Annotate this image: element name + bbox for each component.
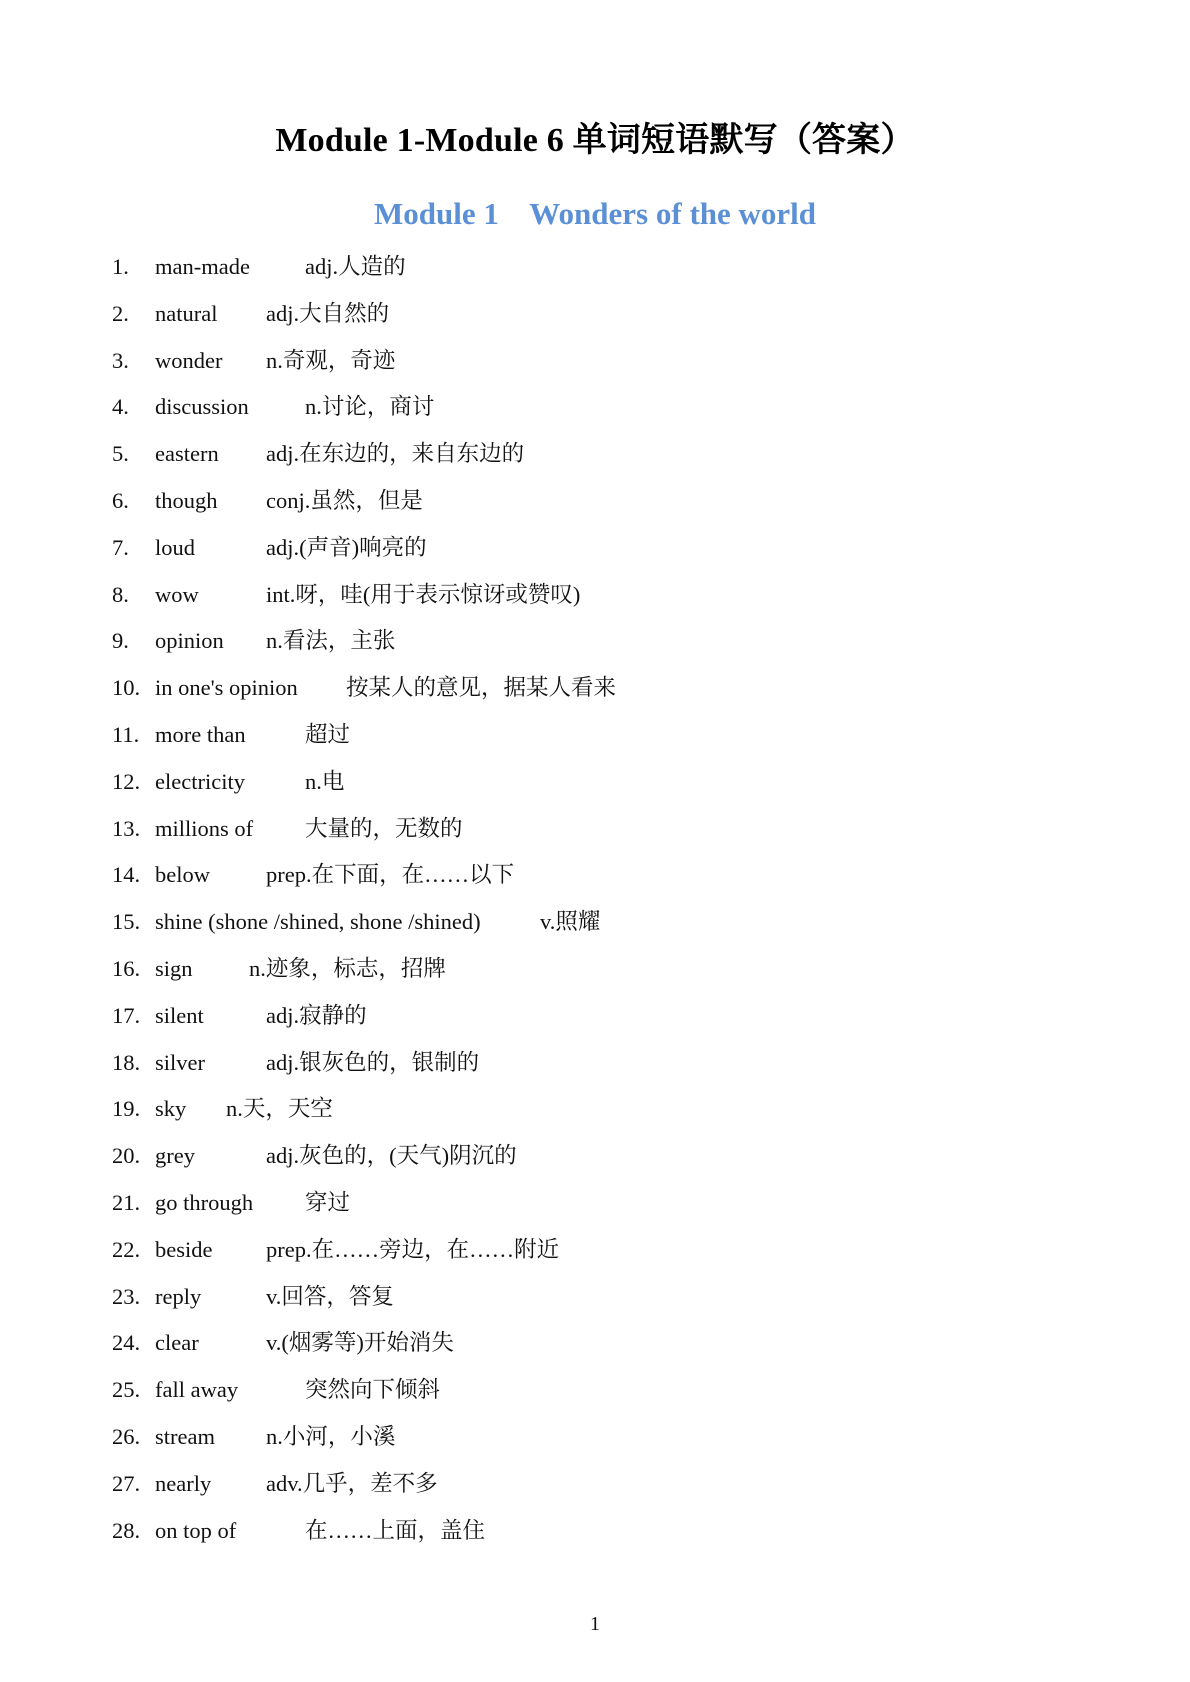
item-number: 19. <box>112 1096 141 1122</box>
item-meaning: v.照耀 <box>540 909 601 935</box>
item-meaning: adv.几乎，差不多 <box>266 1470 438 1496</box>
vocab-item <box>112 1280 481 1327</box>
item-meaning: 在……上面，盖住 <box>305 1517 486 1543</box>
item-meaning: adj.银灰色的，银制的 <box>266 1049 480 1075</box>
item-number: 22. <box>112 1236 141 1262</box>
item-number: 5. <box>112 441 129 467</box>
vocab-item <box>112 765 481 812</box>
item-number: 4. <box>112 394 129 420</box>
item-number: 14. <box>112 862 141 888</box>
item-number: 28. <box>112 1517 141 1543</box>
item-meaning: n.电 <box>305 768 345 794</box>
item-number: 17. <box>112 1002 141 1028</box>
item-meaning: n.讨论，商讨 <box>305 394 435 420</box>
vocab-item <box>112 952 481 999</box>
vocab-item <box>112 1139 517 1186</box>
vocab-item <box>112 484 481 531</box>
item-number: 23. <box>112 1283 141 1309</box>
vocab-list <box>112 250 617 1560</box>
vocab-item <box>112 1092 481 1139</box>
document-title: Module 1-Module 6 单词短语默写（答案） <box>275 122 915 159</box>
item-meaning: int.呀，哇(用于表示惊讶或赞叹) <box>266 581 581 607</box>
item-number: 2. <box>112 300 129 326</box>
item-number: 9. <box>112 628 129 654</box>
item-word: natural <box>155 300 218 326</box>
item-word: wow <box>155 581 199 607</box>
vocab-item <box>112 1046 481 1093</box>
item-word: clear <box>155 1330 199 1356</box>
vocab-item <box>112 999 481 1046</box>
item-number: 10. <box>112 675 141 701</box>
item-number: 13. <box>112 815 141 841</box>
item-number: 18. <box>112 1049 141 1075</box>
item-meaning: adj.(声音)响亮的 <box>266 534 427 560</box>
item-meaning: adj.在东边的，来自东边的 <box>266 441 525 467</box>
item-number: 26. <box>112 1423 141 1449</box>
item-meaning: prep.在下面，在……以下 <box>266 862 515 888</box>
vocab-item <box>112 1186 481 1233</box>
vocab-item <box>112 1420 481 1467</box>
item-number: 12. <box>112 768 141 794</box>
vocab-item <box>112 1514 486 1561</box>
item-meaning: prep.在……旁边，在……附近 <box>266 1236 560 1262</box>
vocab-item <box>112 250 481 297</box>
item-number: 11. <box>112 721 140 747</box>
vocab-item <box>112 1233 560 1280</box>
item-word: sign <box>155 955 193 981</box>
item-word: grey <box>155 1143 195 1169</box>
item-word: go through <box>155 1189 254 1215</box>
vocab-item <box>112 671 617 718</box>
vocab-item <box>112 1326 481 1373</box>
item-number: 3. <box>112 347 129 373</box>
item-meaning: n.迹象，标志，招牌 <box>249 955 446 981</box>
item-number: 16. <box>112 955 141 981</box>
item-meaning: 按某人的意见，据某人看来 <box>346 675 617 701</box>
item-number: 20. <box>112 1143 141 1169</box>
item-word: wonder <box>155 347 223 373</box>
item-meaning: 穿过 <box>305 1189 351 1215</box>
item-word: beside <box>155 1236 213 1262</box>
vocab-item <box>112 624 481 671</box>
item-word: millions of <box>155 815 254 841</box>
item-word: loud <box>155 534 196 560</box>
vocab-item <box>112 578 581 625</box>
item-word: though <box>155 487 218 513</box>
vocab-item <box>112 812 481 859</box>
item-meaning: 大量的，无数的 <box>305 815 463 841</box>
item-word: reply <box>155 1283 202 1309</box>
item-number: 1. <box>112 254 129 279</box>
item-word: opinion <box>155 628 224 654</box>
item-meaning: n.小河，小溪 <box>266 1423 396 1449</box>
item-meaning: adj.人造的 <box>305 254 406 279</box>
item-word: in one's opinion <box>155 675 298 701</box>
vocab-item <box>112 718 481 765</box>
item-meaning: 超过 <box>305 721 351 747</box>
vocab-item <box>112 858 515 905</box>
item-meaning: adj.寂静的 <box>266 1002 367 1028</box>
item-word: fall away <box>155 1377 239 1403</box>
item-word: more than <box>155 721 246 747</box>
vocab-item <box>112 1467 481 1514</box>
vocab-item <box>112 344 481 391</box>
item-word: stream <box>155 1423 215 1449</box>
item-word: man-made <box>155 254 250 279</box>
vocab-item <box>112 297 481 344</box>
vocab-item <box>112 531 481 578</box>
vocab-item <box>112 390 481 437</box>
item-number: 24. <box>112 1330 141 1356</box>
item-word: discussion <box>155 394 249 420</box>
item-word: nearly <box>155 1470 212 1496</box>
item-meaning: v.(烟雾等)开始消失 <box>266 1330 454 1356</box>
item-word: silent <box>155 1002 204 1028</box>
item-meaning: 突然向下倾斜 <box>305 1377 441 1403</box>
item-number: 8. <box>112 581 129 607</box>
item-word: below <box>155 862 210 888</box>
item-word: eastern <box>155 441 219 467</box>
item-word: on top of <box>155 1517 237 1543</box>
item-word: electricity <box>155 768 245 794</box>
vocab-item <box>112 905 601 952</box>
item-meaning: adj.灰色的，(天气)阴沉的 <box>266 1143 517 1169</box>
item-meaning: v.回答，答复 <box>266 1283 394 1309</box>
item-number: 7. <box>112 534 129 560</box>
item-number: 6. <box>112 487 129 513</box>
item-meaning: conj.虽然，但是 <box>266 487 423 513</box>
item-meaning: n.天，天空 <box>226 1096 333 1122</box>
item-number: 21. <box>112 1189 141 1215</box>
item-word: silver <box>155 1049 205 1075</box>
item-meaning: n.奇观，奇迹 <box>266 347 396 373</box>
item-meaning: n.看法，主张 <box>266 628 396 654</box>
page-number: 1 <box>590 1613 600 1635</box>
item-number: 25. <box>112 1377 141 1403</box>
item-word: shine (shone /shined, shone /shined) <box>155 909 481 935</box>
item-number: 27. <box>112 1470 141 1496</box>
item-meaning: adj.大自然的 <box>266 300 390 326</box>
module-heading: Module 1 Wonders of the world <box>373 196 817 231</box>
item-word: sky <box>155 1096 187 1122</box>
item-number: 15. <box>112 909 141 935</box>
vocab-item <box>112 437 525 484</box>
vocab-item <box>112 1373 481 1420</box>
